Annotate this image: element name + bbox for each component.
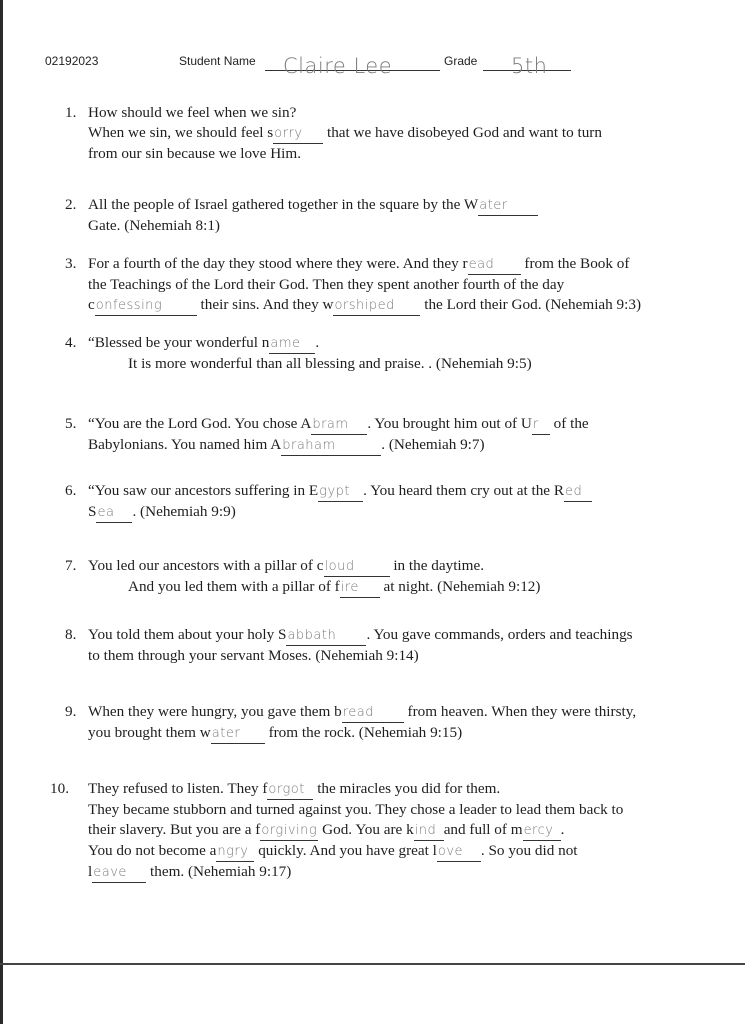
grade-label: Grade (444, 54, 478, 68)
question-text: . (315, 334, 320, 351)
question-text: their sins. And they w (196, 296, 334, 313)
handwritten-answer: orgot (268, 782, 305, 797)
question-text: For a fourth of the day they stood where they were. And they r (88, 255, 468, 272)
question-number: 3. (65, 255, 77, 272)
question-text: that we have disobeyed God and want to turn (323, 124, 602, 141)
answer-blank[interactable] (216, 842, 254, 862)
answer-blank[interactable] (414, 821, 444, 841)
handwritten-answer: ed (564, 484, 583, 499)
handwritten-answer: ame (270, 336, 301, 351)
question-text: . You gave commands, orders and teachings (366, 626, 633, 643)
answer-blank[interactable] (532, 415, 550, 435)
question-text: at night. (Nehemiah 9:12) (379, 578, 541, 595)
handwritten-answer: braham (282, 438, 336, 453)
question-number: 4. (65, 334, 77, 351)
answer-blank[interactable] (478, 196, 538, 216)
question-text: . So you did not (480, 842, 578, 859)
question-text: the Lord their God. (Nehemiah 9:3) (420, 296, 642, 313)
answer-blank[interactable] (468, 255, 521, 275)
question-text: . You brought him out of U (367, 415, 532, 432)
question-text: the Teachings of the Lord their God. Then they spent another fourth of the day (88, 276, 565, 293)
question-text: S (88, 503, 97, 520)
handwritten-answer: ater (211, 726, 241, 741)
question-text: God. You are k (318, 821, 414, 838)
question-number: 6. (65, 482, 77, 499)
question-8 (65, 625, 633, 666)
question-text: You told them about your holy S (88, 626, 287, 643)
answer-blank[interactable] (286, 626, 366, 646)
question-text: from the Book of (520, 255, 630, 272)
handwritten-answer: onfessing (95, 298, 163, 313)
handwritten-answer: r (532, 417, 539, 432)
worksheet-code: 02192023 (45, 54, 99, 68)
question-1 (65, 103, 602, 164)
answer-blank[interactable] (211, 724, 265, 744)
answer-blank[interactable] (333, 296, 420, 316)
handwritten-answer: ater (479, 198, 508, 213)
question-4 (65, 333, 532, 374)
question-text: “You are the Lord God. You chose A (88, 415, 312, 432)
answer-blank[interactable] (311, 415, 367, 435)
question-text: from our sin because we love Him. (88, 145, 301, 162)
question-text: to them through your servant Moses. (Nehemiah 9:14) (88, 647, 419, 664)
question-number: 2. (65, 196, 77, 213)
question-text: from heaven. When they were thirsty, (403, 703, 637, 720)
handwritten-answer: ngry (217, 844, 249, 859)
answer-blank[interactable] (269, 334, 315, 354)
question-text: their slavery. But you are a f (88, 821, 261, 838)
answer-blank[interactable] (92, 863, 146, 883)
question-number: 8. (65, 626, 77, 643)
answer-blank[interactable] (260, 821, 318, 841)
question-text: When we sin, we should feel s (88, 124, 274, 141)
question-text: in the daytime. (389, 557, 484, 574)
question-text: and full of m (443, 821, 523, 838)
question-9 (65, 702, 637, 744)
answer-blank[interactable] (267, 780, 313, 800)
question-text: you brought them w (88, 724, 211, 741)
question-number: 7. (65, 557, 77, 574)
question-10 (50, 779, 624, 883)
question-text: of the (549, 415, 589, 432)
question-text: “Blessed be your wonderful n (88, 334, 270, 351)
question-text: . (Nehemiah 9:9) (132, 503, 236, 520)
question-text: You do not become a (88, 842, 217, 859)
handwritten-answer: abbath (287, 628, 337, 643)
handwritten-answer: bram (312, 417, 349, 432)
handwritten-answer: loud (324, 559, 355, 574)
question-text: And you led them with a pillar of f (128, 578, 340, 595)
question-text: the miracles you did for them. (313, 780, 501, 797)
question-text: You led our ancestors with a pillar of c (88, 557, 324, 574)
grade-value: 5th (511, 54, 548, 78)
question-text: them. (Nehemiah 9:17) (146, 863, 292, 880)
question-text: quickly. And you have great l (254, 842, 437, 859)
student-name-field[interactable] (265, 50, 440, 78)
question-text: Babylonians. You named him A (88, 436, 282, 453)
handwritten-answer: ead (468, 257, 495, 272)
question-2 (65, 195, 538, 236)
answer-blank[interactable] (96, 503, 132, 523)
question-number: 10. (50, 780, 69, 797)
handwritten-answer: ind (414, 823, 437, 838)
answer-blank[interactable] (564, 482, 592, 502)
question-text: When they were hungry, you gave them b (88, 703, 342, 720)
question-text: . (560, 821, 565, 838)
question-text: They refused to listen. They f (88, 780, 268, 797)
question-5 (65, 414, 589, 456)
question-number: 1. (65, 104, 77, 121)
handwritten-answer: gypt (319, 484, 351, 499)
question-7 (65, 556, 541, 598)
answer-blank[interactable] (273, 124, 323, 144)
handwritten-answer: ire (340, 580, 359, 595)
handwritten-answer: orry (274, 126, 303, 141)
answer-blank[interactable] (318, 482, 363, 502)
handwritten-answer: eave (93, 865, 127, 880)
worksheet-header (45, 50, 705, 78)
question-text: “You saw our ancestors suffering in E (88, 482, 319, 499)
scan-bottom-edge (0, 963, 745, 965)
answer-blank[interactable] (523, 821, 561, 841)
question-6 (65, 481, 592, 523)
student-name-value: Claire Lee (283, 54, 393, 78)
question-text: They became stubborn and turned against you. They chose a leader to lead them back to (88, 801, 624, 818)
question-number: 9. (65, 703, 77, 720)
grade-field[interactable] (483, 50, 571, 78)
question-number: 5. (65, 415, 77, 432)
question-text: l (88, 863, 93, 880)
question-text: . You heard them cry out at the R (363, 482, 564, 499)
handwritten-answer: orshiped (334, 298, 395, 313)
handwritten-answer: orgiving (261, 823, 318, 838)
scan-edge (0, 0, 3, 1024)
question-3 (65, 254, 642, 316)
student-name-label: Student Name (179, 54, 256, 68)
question-text: It is more wonderful than all blessing and praise. . (Nehemiah 9:5) (128, 355, 532, 372)
answer-blank[interactable] (342, 703, 404, 723)
question-text: How should we feel when we sin? (88, 104, 297, 121)
question-text: c (88, 296, 95, 313)
question-text: Gate. (Nehemiah 8:1) (88, 217, 220, 234)
handwritten-answer: ea (97, 505, 115, 520)
handwritten-answer: ercy (523, 823, 554, 838)
handwritten-answer: read (342, 705, 375, 720)
answer-blank[interactable] (281, 436, 381, 456)
handwritten-answer: ove (437, 844, 464, 859)
question-text: . (Nehemiah 9:7) (381, 436, 485, 453)
answer-blank[interactable] (437, 842, 481, 862)
answer-blank[interactable] (95, 296, 197, 316)
question-text: All the people of Israel gathered together in the square by the W (88, 196, 479, 213)
question-text: from the rock. (Nehemiah 9:15) (264, 724, 463, 741)
answer-blank[interactable] (340, 578, 380, 598)
answer-blank[interactable] (324, 557, 390, 577)
